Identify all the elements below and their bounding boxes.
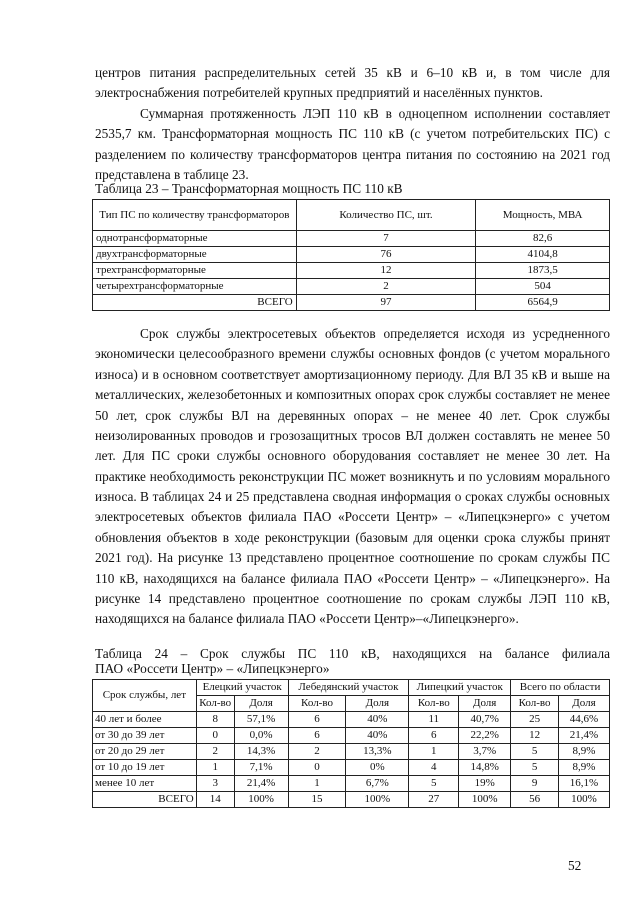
table23-caption: Таблица 23 – Трансформаторная мощность ПС 110 кВ — [95, 181, 403, 196]
table24-cell: 11 — [409, 712, 459, 728]
table24-cell: 14,3% — [234, 744, 288, 760]
table24-cell: 19% — [459, 776, 511, 792]
table24-cell: 4 — [409, 760, 459, 776]
table24-subheader: Доля — [459, 696, 511, 712]
table24-cell: 9 — [511, 776, 559, 792]
table-row — [93, 728, 610, 744]
table24-cell: 100% — [234, 792, 288, 808]
table24-cell: 2 — [196, 744, 234, 760]
table24-cell: 8 — [196, 712, 234, 728]
table24-group-header-row — [93, 680, 610, 696]
table24-cell: 5 — [511, 760, 559, 776]
table24-cell: 27 — [409, 792, 459, 808]
page-number: 52 — [568, 858, 582, 873]
table24-subheader: Доля — [234, 696, 288, 712]
table23-header-type: Тип ПС по количеству трансформаторов — [93, 200, 297, 231]
table24-cell: 6 — [288, 728, 346, 744]
table-row — [93, 263, 610, 279]
table23-total-row — [93, 295, 610, 311]
table24-cell: 6 — [288, 712, 346, 728]
table24-subheader: Кол-во — [511, 696, 559, 712]
table24-group-yelets: Елецкий участок — [196, 680, 288, 696]
table24-cell: 57,1% — [234, 712, 288, 728]
table24-cell: ВСЕГО — [93, 792, 197, 808]
table24-cell: 100% — [346, 792, 409, 808]
table23-header-row — [93, 200, 610, 231]
table24-cell: 12 — [511, 728, 559, 744]
table24-cell: 14,8% — [459, 760, 511, 776]
table-row — [93, 776, 610, 792]
table23 — [92, 199, 610, 311]
table23-cell: однотрансформаторные — [93, 231, 297, 247]
table24-subheader: Кол-во — [196, 696, 234, 712]
table23-cell: 1873,5 — [476, 263, 610, 279]
table24-cell: 0,0% — [234, 728, 288, 744]
table24-cell: 15 — [288, 792, 346, 808]
table24-cell: 8,9% — [559, 760, 610, 776]
table24-subheader: Доля — [346, 696, 409, 712]
table24-caption-line2: ПАО «Россети Центр» – «Липецкэнерго» — [95, 661, 330, 676]
table24-cell: 7,1% — [234, 760, 288, 776]
table24-cell: 6,7% — [346, 776, 409, 792]
table24-cell: 40,7% — [459, 712, 511, 728]
table24-cell: 2 — [288, 744, 346, 760]
table-row — [93, 744, 610, 760]
table23-cell: 76 — [296, 247, 476, 263]
table23-cell: трехтрансформаторные — [93, 263, 297, 279]
table24-cell: 1 — [409, 744, 459, 760]
table24-header-period: Срок службы, лет — [93, 680, 197, 712]
table24-group-lebedyan: Лебедянский участок — [288, 680, 409, 696]
table23-cell: 7 — [296, 231, 476, 247]
paragraph-service-life: Срок службы электросетевых объектов определяется исходя из усредненного экономически целесообразного времени службы основных фондов (с учетом морального износа) и в основном соответствует амортизационному периоду. Для ВЛ 35 кВ и выше на металлических, железобетонных и композитных опорах срок службы составляет не менее 50 лет, срок службы ВЛ на деревянных опорах – не менее 40 лет. Срок службы неизолированных проводов и грозозащитных тросов ВЛ должен составлять не менее 50 лет. Для ПС сроки службы основного оборудования составляет не менее 30 лет. На практике необходимость реконструкции ПС может возникнуть и по условиям морального износа. — [95, 326, 610, 505]
table24-cell: 13,3% — [346, 744, 409, 760]
table24-cell: 40% — [346, 728, 409, 744]
table23-cell: 504 — [476, 279, 610, 295]
table24-group-total: Всего по области — [511, 680, 610, 696]
table23-header-power: Мощность, МВА — [476, 200, 610, 231]
paragraph-intro-continuation: центров питания распределительных сетей 35 кВ и 6–10 кВ и, в том числе для электроснабжения потребителей крупных предприятий и населённых пунктов. — [95, 65, 610, 101]
table23-cell: четырехтрансформаторные — [93, 279, 297, 295]
table24-cell: 8,9% — [559, 744, 610, 760]
table24-cell: 56 — [511, 792, 559, 808]
table24-subheader: Кол-во — [409, 696, 459, 712]
table-row — [93, 760, 610, 776]
table24-cell: 0% — [346, 760, 409, 776]
table24-cell: 100% — [459, 792, 511, 808]
table24-subheader: Доля — [559, 696, 610, 712]
table23-cell: 2 — [296, 279, 476, 295]
table24-cell: 14 — [196, 792, 234, 808]
paragraph-tables-summary: В таблицах 24 и 25 представлена сводная информация о сроках службы основных электросетевых объектов филиала ПАО «Россети Центр» – «Липецкэнерго» с учетом обновления объектов в ходе реконструкции (базовым для оценки срока службы принят 2021 год). На рисунке 13 представлено процентное соотношение по срокам службы ПС 110 кВ, находящихся на балансе филиала ПАО «Россети Центр» – «Липецкэнерго». На рисунке 14 представлено процентное соотношение по срокам службы ЛЭП 110 кВ, находящихся на балансе филиала ПАО «Россети Центр»–«Липецкэнерго». — [95, 489, 610, 627]
table24-cell: 5 — [511, 744, 559, 760]
table23-cell: 97 — [296, 295, 476, 311]
table-row — [93, 247, 610, 263]
table23-header-count: Количество ПС, шт. — [296, 200, 476, 231]
table24-caption-line1: Таблица 24 – Срок службы ПС 110 кВ, находящихся на балансе филиала — [95, 646, 610, 661]
table23-cell: 4104,8 — [476, 247, 610, 263]
table-row — [93, 231, 610, 247]
table23-cell: ВСЕГО — [93, 295, 297, 311]
table24-cell: 21,4% — [559, 728, 610, 744]
table23-cell: 12 — [296, 263, 476, 279]
table23-cell: двухтрансформаторные — [93, 247, 297, 263]
paragraph-line-length: Суммарная протяженность ЛЭП 110 кВ в одноцепном исполнении составляет 2535,7 км. Трансформаторная мощность ПС 110 кВ (с учетом потребительских ПС) с разделением по количеству трансформаторов центра питания по состоянию на 2021 год представлена в таблице 23. — [95, 106, 610, 183]
table24-cell: 44,6% — [559, 712, 610, 728]
table24-cell: 100% — [559, 792, 610, 808]
table24-cell: 1 — [196, 760, 234, 776]
table24-cell: 21,4% — [234, 776, 288, 792]
table24-cell: 1 — [288, 776, 346, 792]
table23-cell: 82,6 — [476, 231, 610, 247]
table24-cell: менее 10 лет — [93, 776, 197, 792]
table-row — [93, 712, 610, 728]
table24-cell: 0 — [288, 760, 346, 776]
table24-cell: от 30 до 39 лет — [93, 728, 197, 744]
table24 — [92, 679, 610, 808]
table24-cell: 6 — [409, 728, 459, 744]
table24-cell: 25 — [511, 712, 559, 728]
table24-cell: 40% — [346, 712, 409, 728]
table24-cell: от 20 до 29 лет — [93, 744, 197, 760]
table24-group-lipetsk: Липецкий участок — [409, 680, 511, 696]
table24-cell: от 10 до 19 лет — [93, 760, 197, 776]
table24-cell: 5 — [409, 776, 459, 792]
table24-subheader: Кол-во — [288, 696, 346, 712]
table24-cell: 16,1% — [559, 776, 610, 792]
table24-cell: 3,7% — [459, 744, 511, 760]
table-row — [93, 279, 610, 295]
table24-total-row — [93, 792, 610, 808]
table24-cell: 0 — [196, 728, 234, 744]
table24-cell: 22,2% — [459, 728, 511, 744]
table23-cell: 6564,9 — [476, 295, 610, 311]
table24-cell: 40 лет и более — [93, 712, 197, 728]
table24-cell: 3 — [196, 776, 234, 792]
